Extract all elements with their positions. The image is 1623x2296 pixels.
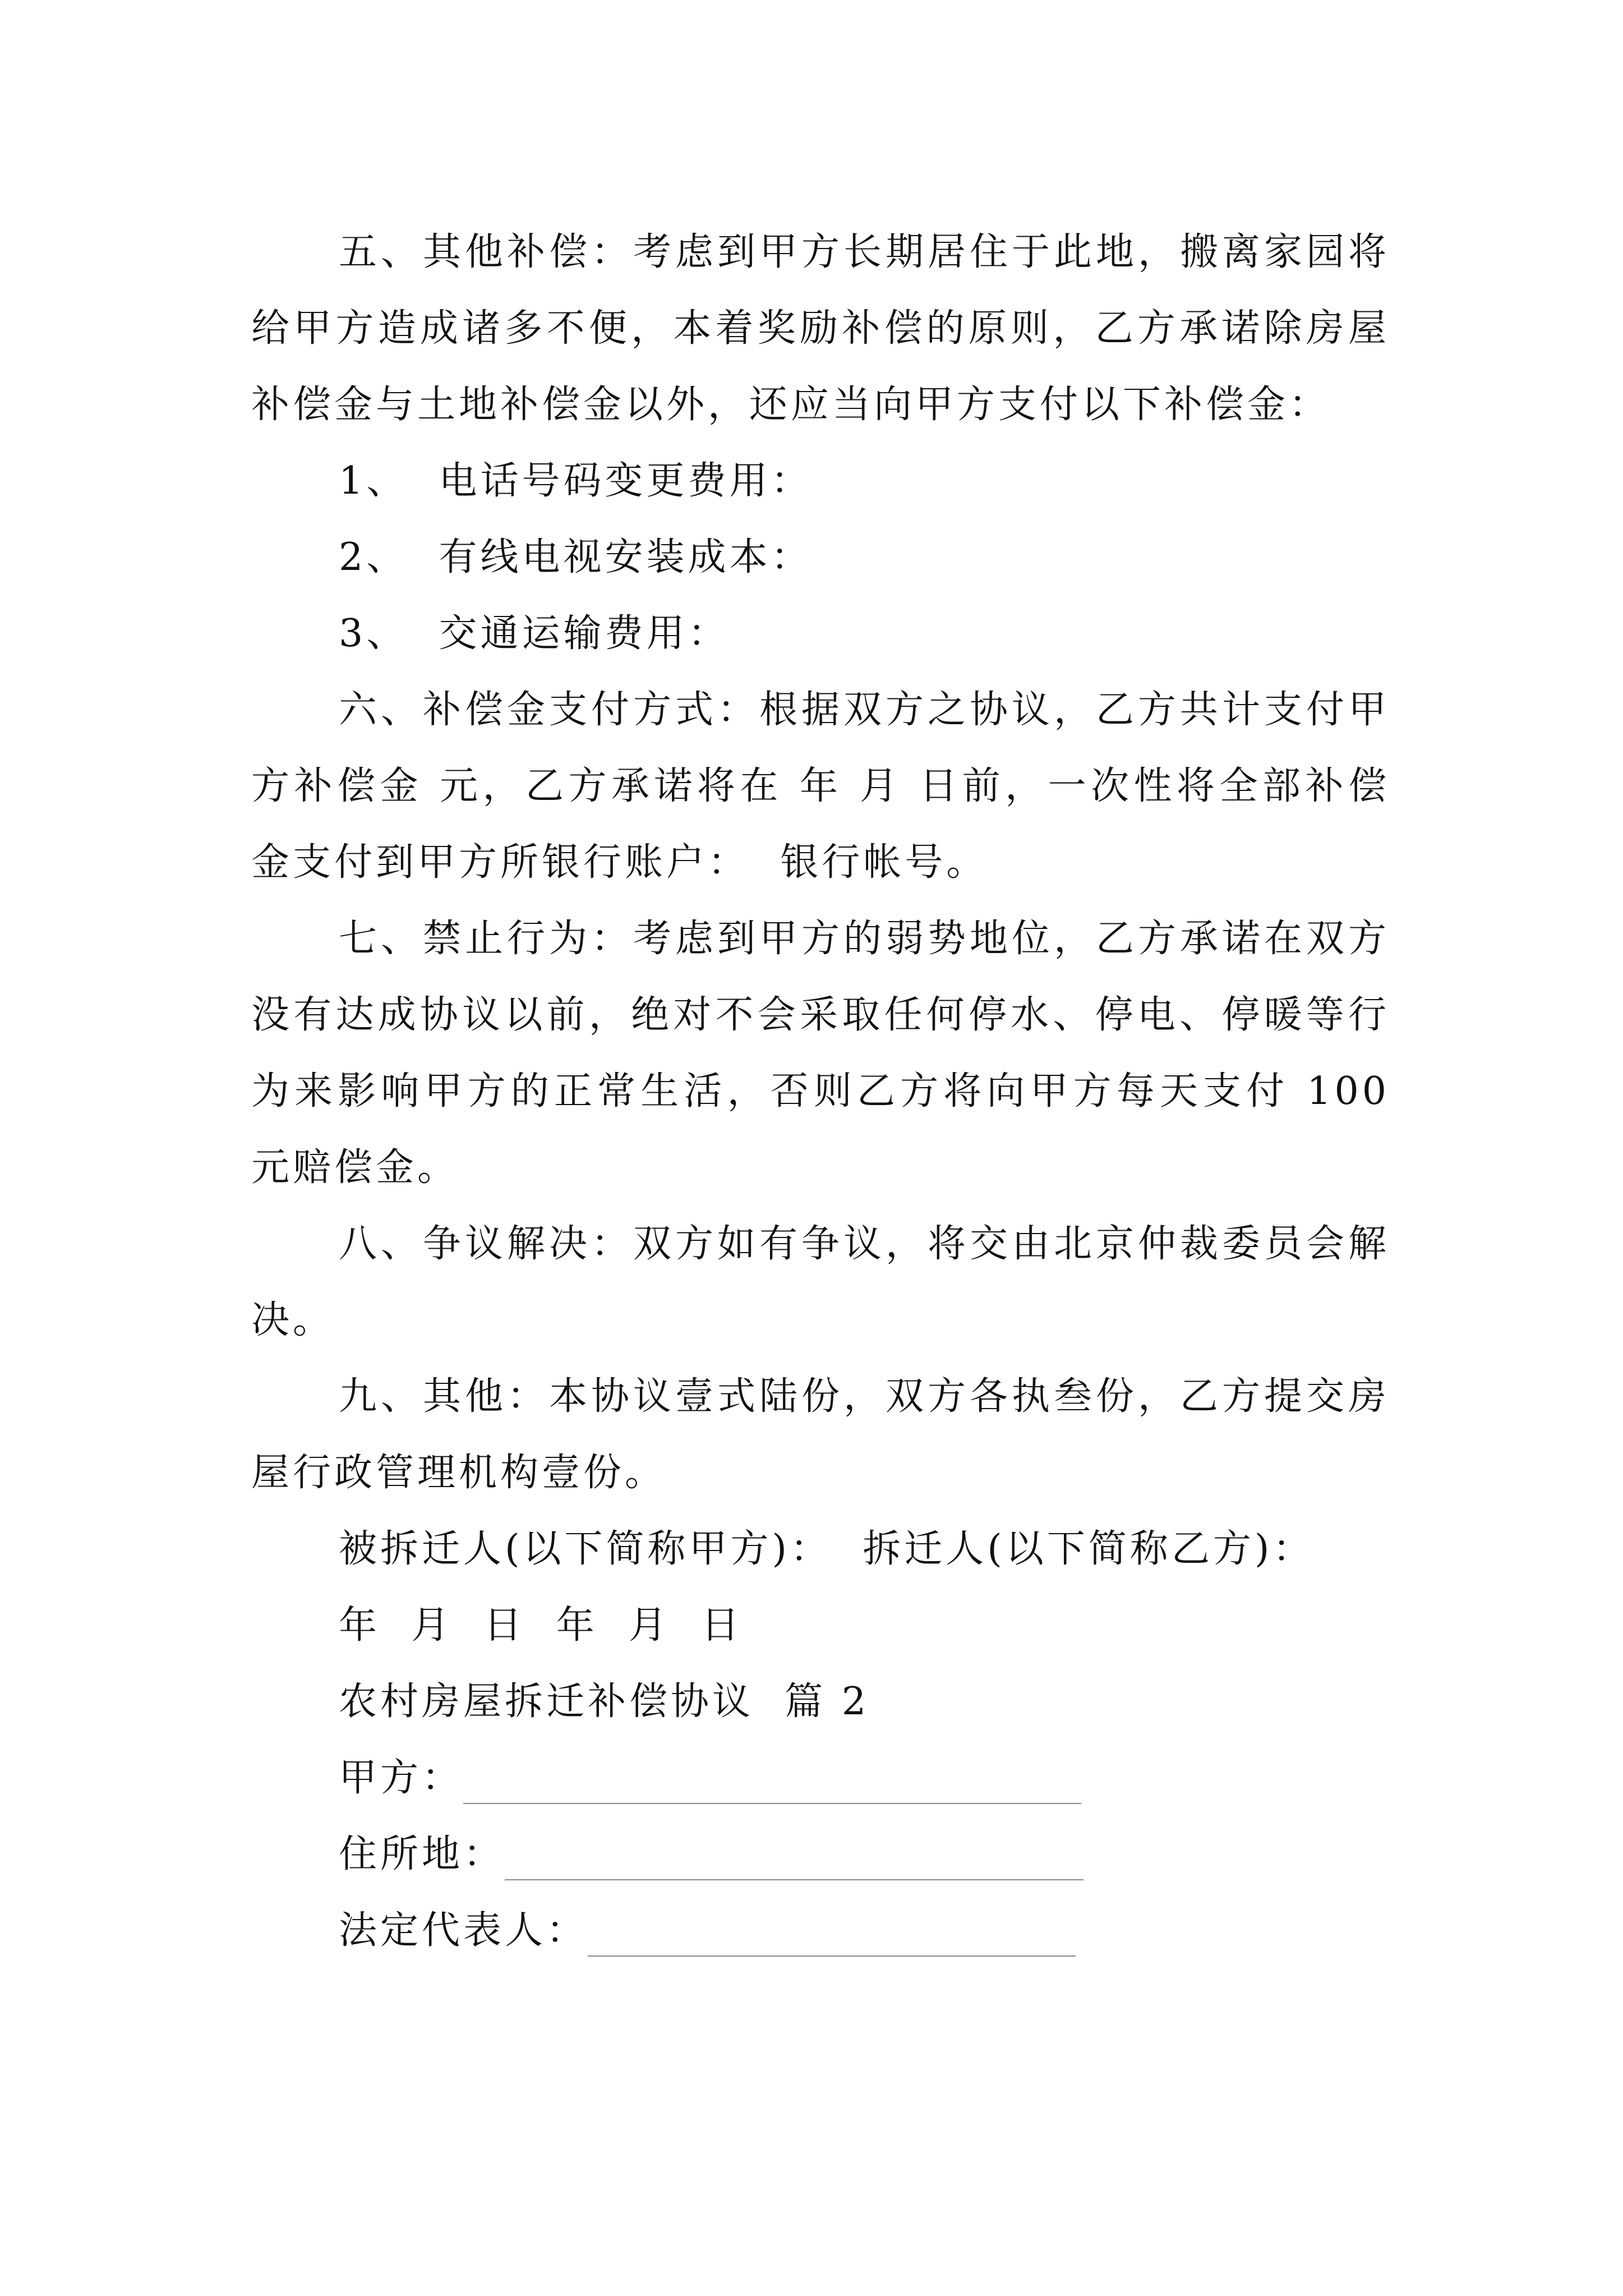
address-label: 住所地： [339, 1832, 505, 1876]
signature-dates-line: 年 月 日 年 月 日 [339, 1603, 743, 1648]
clause-six-payment-method: 六、补偿金支付方式：根据双方之协议，乙方共计支付甲方补偿金 元，乙方承诺将在 年 月 日前，一次性将全部补偿金支付到甲方所银行账户： 银行帐号。 [251, 688, 1390, 885]
party-a-blank-line[interactable] [463, 1802, 1081, 1804]
address-field [251, 1816, 1390, 1893]
legal-representative-blank-line[interactable] [588, 1954, 1076, 1957]
clause-five-other-compensation: 五、其他补偿：考虑到甲方长期居住于此地，搬离家园将给甲方造成诸多不便，本着奖励补偿的原则，乙方承诺除房屋补偿金与土地补偿金以外，还应当向甲方支付以下补偿金： [251, 230, 1390, 427]
clause-nine-other: 九、其他：本协议壹式陆份，双方各执叁份，乙方提交房屋行政管理机构壹份。 [251, 1374, 1390, 1495]
legal-representative-label: 法定代表人： [339, 1908, 588, 1953]
address-blank-line[interactable] [505, 1878, 1083, 1880]
signature-parties-line: 被拆迁人(以下简称甲方)： 拆迁人(以下简称乙方)： [339, 1527, 1315, 1571]
legal-representative-field [251, 1893, 1390, 1969]
list-item-phone-change-fee: 1、 电话号码变更费用： [339, 459, 813, 503]
clause-seven-prohibited-acts: 七、禁止行为：考虑到甲方的弱势地位，乙方承诺在双方没有达成协议以前，绝对不会采取任何停水、停电、停暖等行为来影响甲方的正常生活，否则乙方将向甲方每天支付 100 元赔偿金。 [251, 917, 1405, 1190]
party-a-field [251, 1740, 1390, 1816]
list-item-transport-fee: 3、 交通运输费用： [339, 611, 730, 656]
document-body [251, 214, 1405, 1969]
clause-eight-dispute-resolution: 八、争议解决：双方如有争议，将交由北京仲裁委员会解决。 [251, 1222, 1390, 1342]
list-item-cable-tv-install-cost: 2、 有线电视安装成本： [339, 535, 813, 579]
section-title-part-2: 农村房屋拆迁补偿协议 篇 2 [339, 1680, 870, 1724]
party-a-label: 甲方： [339, 1756, 464, 1800]
